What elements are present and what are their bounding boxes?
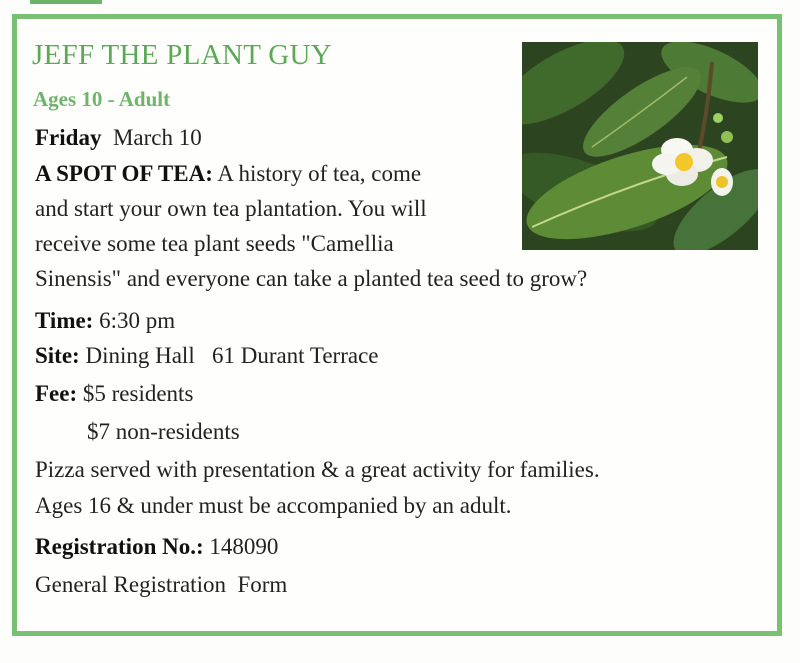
event-date: March 10	[112, 125, 202, 150]
site-label: Site:	[35, 343, 80, 368]
registration-number: 148090	[209, 534, 279, 559]
note-pizza: Pizza served with presentation & a great activity for families.	[35, 457, 600, 482]
description-line-4: Sinensis" and everyone can take a planted tea seed to grow?	[35, 266, 588, 291]
program-card	[12, 14, 782, 636]
site-value: Dining Hall 61 Durant Terrace	[85, 343, 379, 368]
fee-non-residents: $7 non-residents	[87, 419, 240, 444]
time-value: 6:30 pm	[99, 308, 176, 333]
site-line	[35, 343, 379, 369]
age-range: Ages 10 - Adult	[33, 87, 171, 111]
description-line-1	[35, 161, 421, 187]
description-line-3: receive some tea plant seeds "Camellia	[35, 231, 394, 256]
tea-plant-photo	[522, 42, 758, 250]
registration-form-link[interactable]: General Registration Form	[35, 572, 288, 597]
time-line	[35, 308, 175, 334]
program-title: JEFF THE PLANT GUY	[32, 39, 333, 71]
registration-line	[35, 534, 278, 560]
program-name: A SPOT OF TEA:	[35, 161, 213, 186]
top-decorative-line	[30, 0, 102, 4]
tea-plant-flower-icon	[522, 42, 758, 250]
fee-label: Fee:	[35, 381, 78, 406]
note-age-requirement: Ages 16 & under must be accompanied by an adult.	[35, 493, 512, 518]
fee-residents: $5 residents	[82, 381, 194, 406]
fee-line	[35, 381, 193, 407]
description-text-1: A history of tea, come	[217, 161, 422, 186]
date-line	[35, 125, 202, 151]
time-label: Time:	[35, 308, 94, 333]
day-label: Friday	[35, 125, 102, 150]
description-line-2: and start your own tea plantation. You will	[35, 196, 427, 221]
registration-label: Registration No.:	[35, 534, 204, 559]
